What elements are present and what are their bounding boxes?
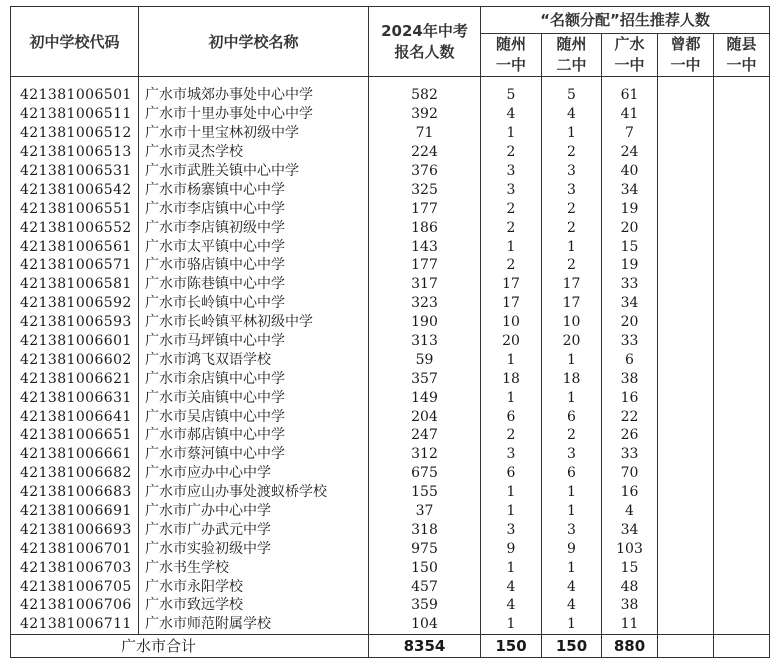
quota-suizhou-no1-cell: 1: [481, 615, 542, 634]
header-quota-zengdu-no1-line1: 曾都: [670, 35, 701, 53]
quota-suizhou-no1-cell: 4: [481, 105, 542, 124]
quota-suizhou-no1-cell: 1: [481, 483, 542, 502]
school-name-cell: 广水市应山办事处渡蚁桥学校: [139, 483, 369, 502]
quota-guangshui-no1-cell: 33: [602, 332, 658, 351]
quota-guangshui-no1-cell: 103: [602, 539, 658, 558]
total-quota-suixian-no1: [714, 634, 770, 657]
table-row: [11, 313, 770, 332]
quota-suixian-no1-cell: [714, 558, 770, 577]
quota-suizhou-no2-cell: 17: [542, 294, 602, 313]
quota-guangshui-no1-cell: 41: [602, 105, 658, 124]
quota-suizhou-no2-cell: 1: [542, 615, 602, 634]
quota-suizhou-no2-cell: 4: [542, 577, 602, 596]
table-row: [11, 77, 770, 105]
quota-zengdu-no1-cell: [658, 332, 714, 351]
quota-suizhou-no2-cell: 3: [542, 445, 602, 464]
quota-guangshui-no1-cell: 22: [602, 407, 658, 426]
quota-suixian-no1-cell: [714, 256, 770, 275]
quota-suizhou-no1-cell: 1: [481, 237, 542, 256]
quota-guangshui-no1-cell: 61: [602, 77, 658, 105]
quota-suixian-no1-cell: [714, 596, 770, 615]
registration-count-cell: 323: [369, 294, 481, 313]
quota-suizhou-no1-cell: 6: [481, 464, 542, 483]
quota-suizhou-no1-cell: 3: [481, 445, 542, 464]
header-quota-suixian-no1: [714, 34, 770, 77]
quota-suixian-no1-cell: [714, 407, 770, 426]
quota-zengdu-no1-cell: [658, 162, 714, 181]
quota-suizhou-no1-cell: 3: [481, 162, 542, 181]
school-code-cell: 421381006592: [11, 294, 139, 313]
school-code-cell: 421381006571: [11, 256, 139, 275]
school-code-cell: 421381006661: [11, 445, 139, 464]
quota-suizhou-no1-cell: 3: [481, 520, 542, 539]
header-registration-count: [369, 7, 481, 77]
school-code-cell: 421381006542: [11, 180, 139, 199]
school-code-cell: 421381006621: [11, 369, 139, 388]
quota-suixian-no1-cell: [714, 162, 770, 181]
quota-suizhou-no1-cell: 1: [481, 388, 542, 407]
school-code-cell: 421381006706: [11, 596, 139, 615]
registration-count-cell: 325: [369, 180, 481, 199]
quota-suizhou-no2-cell: 4: [542, 105, 602, 124]
quota-zengdu-no1-cell: [658, 180, 714, 199]
quota-suixian-no1-cell: [714, 275, 770, 294]
header-quota-suizhou-no1-line1: 随州: [495, 35, 526, 53]
registration-count-cell: 143: [369, 237, 481, 256]
quota-suizhou-no1-cell: 2: [481, 143, 542, 162]
header-quota-group: “名额分配”招生推荐人数: [481, 7, 770, 34]
school-name-cell: 广水市武胜关镇中心中学: [139, 162, 369, 181]
school-name-cell: 广水市广办中心中学: [139, 502, 369, 521]
school-name-cell: 广水市师范附属学校: [139, 615, 369, 634]
school-name-cell: 广水市余店镇中心中学: [139, 369, 369, 388]
quota-suizhou-no2-cell: 6: [542, 407, 602, 426]
quota-zengdu-no1-cell: [658, 143, 714, 162]
quota-zengdu-no1-cell: [658, 558, 714, 577]
registration-count-cell: 392: [369, 105, 481, 124]
quota-zengdu-no1-cell: [658, 539, 714, 558]
school-name-cell: 广水市长岭镇平林初级中学: [139, 313, 369, 332]
registration-count-cell: 186: [369, 218, 481, 237]
quota-suizhou-no2-cell: 10: [542, 313, 602, 332]
table-row: [11, 407, 770, 426]
quota-suixian-no1-cell: [714, 350, 770, 369]
registration-count-cell: 104: [369, 615, 481, 634]
quota-suixian-no1-cell: [714, 124, 770, 143]
quota-suizhou-no2-cell: 1: [542, 483, 602, 502]
quota-suizhou-no2-cell: 1: [542, 558, 602, 577]
school-code-cell: 421381006705: [11, 577, 139, 596]
header-quota-suizhou-no1-line2: 一中: [495, 56, 526, 74]
total-registration-count: 8354: [369, 634, 481, 657]
registration-count-cell: 204: [369, 407, 481, 426]
quota-suizhou-no2-cell: 1: [542, 502, 602, 521]
table-row: [11, 615, 770, 634]
table-row: [11, 256, 770, 275]
header-quota-suizhou-no2: [542, 34, 602, 77]
registration-count-cell: 582: [369, 77, 481, 105]
quota-suizhou-no1-cell: 9: [481, 539, 542, 558]
quota-suizhou-no2-cell: 2: [542, 218, 602, 237]
quota-suizhou-no2-cell: 4: [542, 596, 602, 615]
admission-quota-table: [10, 6, 770, 658]
school-name-cell: 广水市骆店镇中心中学: [139, 256, 369, 275]
quota-suizhou-no1-cell: 4: [481, 596, 542, 615]
table-row: [11, 124, 770, 143]
header-registration-count-line2: 报名人数: [394, 42, 455, 61]
header-quota-zengdu-no1-line2: 一中: [670, 56, 701, 74]
quota-suixian-no1-cell: [714, 199, 770, 218]
school-name-cell: 广水市关庙镇中心中学: [139, 388, 369, 407]
quota-guangshui-no1-cell: 20: [602, 218, 658, 237]
quota-guangshui-no1-cell: 34: [602, 180, 658, 199]
school-name-cell: 广水市李店镇初级中学: [139, 218, 369, 237]
school-name-cell: 广水市吴店镇中心中学: [139, 407, 369, 426]
quota-suixian-no1-cell: [714, 539, 770, 558]
quota-guangshui-no1-cell: 7: [602, 124, 658, 143]
header-quota-zengdu-no1: [658, 34, 714, 77]
school-name-cell: 广水市杨寨镇中心中学: [139, 180, 369, 199]
quota-suixian-no1-cell: [714, 180, 770, 199]
quota-suixian-no1-cell: [714, 237, 770, 256]
quota-zengdu-no1-cell: [658, 237, 714, 256]
registration-count-cell: 59: [369, 350, 481, 369]
school-name-cell: 广水市蔡河镇中心中学: [139, 445, 369, 464]
quota-suizhou-no1-cell: 17: [481, 275, 542, 294]
quota-guangshui-no1-cell: 70: [602, 464, 658, 483]
quota-suizhou-no1-cell: 2: [481, 256, 542, 275]
total-quota-suizhou-no2: 150: [542, 634, 602, 657]
table-row: [11, 237, 770, 256]
quota-suizhou-no1-cell: 5: [481, 77, 542, 105]
quota-suizhou-no1-cell: 2: [481, 199, 542, 218]
school-code-cell: 421381006593: [11, 313, 139, 332]
quota-guangshui-no1-cell: 15: [602, 558, 658, 577]
quota-suizhou-no1-cell: 1: [481, 502, 542, 521]
header-quota-guangshui-no1-line1: 广水: [614, 35, 645, 53]
quota-suizhou-no2-cell: 1: [542, 350, 602, 369]
total-quota-suizhou-no1: 150: [481, 634, 542, 657]
quota-guangshui-no1-cell: 16: [602, 388, 658, 407]
header-quota-suixian-no1-line2: 一中: [726, 56, 757, 74]
quota-zengdu-no1-cell: [658, 407, 714, 426]
school-code-cell: 421381006511: [11, 105, 139, 124]
quota-suixian-no1-cell: [714, 105, 770, 124]
registration-count-cell: 317: [369, 275, 481, 294]
table-row: [11, 218, 770, 237]
table-row: [11, 539, 770, 558]
quota-zengdu-no1-cell: [658, 388, 714, 407]
quota-suizhou-no2-cell: 1: [542, 124, 602, 143]
quota-suizhou-no2-cell: 3: [542, 180, 602, 199]
quota-guangshui-no1-cell: 48: [602, 577, 658, 596]
quota-suizhou-no2-cell: 20: [542, 332, 602, 351]
school-name-cell: 广水市广办武元中学: [139, 520, 369, 539]
total-quota-zengdu-no1: [658, 634, 714, 657]
school-code-cell: 421381006693: [11, 520, 139, 539]
quota-suixian-no1-cell: [714, 143, 770, 162]
quota-suizhou-no1-cell: 1: [481, 350, 542, 369]
school-code-cell: 421381006531: [11, 162, 139, 181]
quota-suixian-no1-cell: [714, 313, 770, 332]
quota-zengdu-no1-cell: [658, 294, 714, 313]
quota-guangshui-no1-cell: 11: [602, 615, 658, 634]
quota-zengdu-no1-cell: [658, 105, 714, 124]
table-row: [11, 577, 770, 596]
school-code-cell: 421381006501: [11, 77, 139, 105]
quota-suizhou-no2-cell: 9: [542, 539, 602, 558]
table-row: [11, 445, 770, 464]
school-name-cell: 广水市郝店镇中心中学: [139, 426, 369, 445]
quota-guangshui-no1-cell: 38: [602, 596, 658, 615]
header-school-name: 初中学校名称: [139, 7, 369, 77]
registration-count-cell: 457: [369, 577, 481, 596]
quota-suizhou-no2-cell: 3: [542, 520, 602, 539]
quota-suixian-no1-cell: [714, 426, 770, 445]
quota-zengdu-no1-cell: [658, 596, 714, 615]
quota-suizhou-no1-cell: 1: [481, 558, 542, 577]
registration-count-cell: 376: [369, 162, 481, 181]
quota-guangshui-no1-cell: 40: [602, 162, 658, 181]
quota-guangshui-no1-cell: 26: [602, 426, 658, 445]
quota-guangshui-no1-cell: 33: [602, 445, 658, 464]
header-school-code: 初中学校代码: [11, 7, 139, 77]
quota-suixian-no1-cell: [714, 388, 770, 407]
school-name-cell: 广水市长岭镇中心中学: [139, 294, 369, 313]
quota-suizhou-no2-cell: 2: [542, 143, 602, 162]
quota-suizhou-no1-cell: 6: [481, 407, 542, 426]
header-registration-count-line1: 2024年中考: [381, 21, 468, 40]
registration-count-cell: 224: [369, 143, 481, 162]
table-row: [11, 426, 770, 445]
quota-guangshui-no1-cell: 15: [602, 237, 658, 256]
quota-suizhou-no2-cell: 17: [542, 275, 602, 294]
registration-count-cell: 359: [369, 596, 481, 615]
quota-zengdu-no1-cell: [658, 124, 714, 143]
quota-zengdu-no1-cell: [658, 464, 714, 483]
registration-count-cell: 975: [369, 539, 481, 558]
quota-zengdu-no1-cell: [658, 615, 714, 634]
table-row: [11, 294, 770, 313]
school-name-cell: 广水市陈巷镇中心中学: [139, 275, 369, 294]
quota-guangshui-no1-cell: 24: [602, 143, 658, 162]
quota-suizhou-no1-cell: 10: [481, 313, 542, 332]
school-name-cell: 广水书生学校: [139, 558, 369, 577]
quota-suizhou-no2-cell: 2: [542, 426, 602, 445]
quota-guangshui-no1-cell: 33: [602, 275, 658, 294]
school-code-cell: 421381006513: [11, 143, 139, 162]
quota-suixian-no1-cell: [714, 502, 770, 521]
school-name-cell: 广水市应办中心中学: [139, 464, 369, 483]
table-row: [11, 369, 770, 388]
quota-suizhou-no2-cell: 18: [542, 369, 602, 388]
quota-suizhou-no1-cell: 4: [481, 577, 542, 596]
school-code-cell: 421381006703: [11, 558, 139, 577]
quota-guangshui-no1-cell: 19: [602, 199, 658, 218]
table-row: [11, 350, 770, 369]
table-row: [11, 596, 770, 615]
table-row: [11, 464, 770, 483]
registration-count-cell: 155: [369, 483, 481, 502]
quota-suixian-no1-cell: [714, 577, 770, 596]
registration-count-cell: 675: [369, 464, 481, 483]
school-name-cell: 广水市实验初级中学: [139, 539, 369, 558]
school-name-cell: 广水市太平镇中心中学: [139, 237, 369, 256]
school-name-cell: 广水市李店镇中心中学: [139, 199, 369, 218]
registration-count-cell: 312: [369, 445, 481, 464]
quota-suizhou-no2-cell: 1: [542, 388, 602, 407]
quota-zengdu-no1-cell: [658, 350, 714, 369]
quota-guangshui-no1-cell: 38: [602, 369, 658, 388]
quota-zengdu-no1-cell: [658, 275, 714, 294]
school-code-cell: 421381006691: [11, 502, 139, 521]
table-row: [11, 388, 770, 407]
school-name-cell: 广水市十里宝林初级中学: [139, 124, 369, 143]
quota-zengdu-no1-cell: [658, 520, 714, 539]
quota-suizhou-no1-cell: 2: [481, 218, 542, 237]
registration-count-cell: 177: [369, 199, 481, 218]
quota-suixian-no1-cell: [714, 332, 770, 351]
quota-suixian-no1-cell: [714, 218, 770, 237]
school-code-cell: 421381006651: [11, 426, 139, 445]
total-quota-guangshui-no1: 880: [602, 634, 658, 657]
registration-count-cell: 149: [369, 388, 481, 407]
quota-zengdu-no1-cell: [658, 218, 714, 237]
school-code-cell: 421381006581: [11, 275, 139, 294]
quota-zengdu-no1-cell: [658, 313, 714, 332]
table-row: [11, 558, 770, 577]
quota-suizhou-no2-cell: 6: [542, 464, 602, 483]
school-code-cell: 421381006701: [11, 539, 139, 558]
header-quota-guangshui-no1-line2: 一中: [614, 56, 645, 74]
quota-guangshui-no1-cell: 34: [602, 520, 658, 539]
quota-suixian-no1-cell: [714, 464, 770, 483]
school-code-cell: 421381006602: [11, 350, 139, 369]
registration-count-cell: 37: [369, 502, 481, 521]
quota-zengdu-no1-cell: [658, 256, 714, 275]
school-code-cell: 421381006561: [11, 237, 139, 256]
quota-suizhou-no1-cell: 17: [481, 294, 542, 313]
quota-zengdu-no1-cell: [658, 426, 714, 445]
school-code-cell: 421381006552: [11, 218, 139, 237]
quota-suixian-no1-cell: [714, 77, 770, 105]
school-name-cell: 广水市灵杰学校: [139, 143, 369, 162]
school-code-cell: 421381006711: [11, 615, 139, 634]
quota-zengdu-no1-cell: [658, 577, 714, 596]
registration-count-cell: 318: [369, 520, 481, 539]
registration-count-cell: 71: [369, 124, 481, 143]
table-row: [11, 502, 770, 521]
school-code-cell: 421381006682: [11, 464, 139, 483]
school-name-cell: 广水市鸿飞双语学校: [139, 350, 369, 369]
table-row: [11, 332, 770, 351]
quota-suixian-no1-cell: [714, 520, 770, 539]
quota-suizhou-no2-cell: 5: [542, 77, 602, 105]
quota-suizhou-no2-cell: 2: [542, 256, 602, 275]
quota-zengdu-no1-cell: [658, 445, 714, 464]
table-row: [11, 180, 770, 199]
quota-guangshui-no1-cell: 20: [602, 313, 658, 332]
registration-count-cell: 313: [369, 332, 481, 351]
quota-suizhou-no2-cell: 3: [542, 162, 602, 181]
total-label: 广水市合计: [11, 634, 369, 657]
registration-count-cell: 357: [369, 369, 481, 388]
quota-suizhou-no2-cell: 2: [542, 199, 602, 218]
quota-zengdu-no1-cell: [658, 483, 714, 502]
table-row: [11, 275, 770, 294]
quota-suizhou-no1-cell: 3: [481, 180, 542, 199]
table-row: [11, 162, 770, 181]
quota-suixian-no1-cell: [714, 369, 770, 388]
school-code-cell: 421381006601: [11, 332, 139, 351]
school-name-cell: 广水市马坪镇中心中学: [139, 332, 369, 351]
school-code-cell: 421381006683: [11, 483, 139, 502]
registration-count-cell: 247: [369, 426, 481, 445]
quota-zengdu-no1-cell: [658, 369, 714, 388]
admission-quota-table-container: [10, 6, 769, 658]
school-code-cell: 421381006512: [11, 124, 139, 143]
quota-suizhou-no1-cell: 20: [481, 332, 542, 351]
table-row: [11, 143, 770, 162]
school-name-cell: 广水市十里办事处中心中学: [139, 105, 369, 124]
header-quota-suixian-no1-line1: 随县: [726, 35, 757, 53]
quota-guangshui-no1-cell: 19: [602, 256, 658, 275]
school-code-cell: 421381006641: [11, 407, 139, 426]
quota-guangshui-no1-cell: 6: [602, 350, 658, 369]
school-code-cell: 421381006631: [11, 388, 139, 407]
quota-suixian-no1-cell: [714, 294, 770, 313]
registration-count-cell: 177: [369, 256, 481, 275]
quota-guangshui-no1-cell: 4: [602, 502, 658, 521]
school-name-cell: 广水市城郊办事处中心中学: [139, 77, 369, 105]
header-quota-suizhou-no2-line2: 二中: [556, 56, 587, 74]
quota-zengdu-no1-cell: [658, 199, 714, 218]
total-row: [11, 634, 770, 657]
quota-zengdu-no1-cell: [658, 77, 714, 105]
table-row: [11, 199, 770, 218]
quota-suixian-no1-cell: [714, 483, 770, 502]
quota-suizhou-no2-cell: 1: [542, 237, 602, 256]
school-code-cell: 421381006551: [11, 199, 139, 218]
registration-count-cell: 190: [369, 313, 481, 332]
quota-suixian-no1-cell: [714, 615, 770, 634]
table-row: [11, 520, 770, 539]
registration-count-cell: 150: [369, 558, 481, 577]
quota-guangshui-no1-cell: 16: [602, 483, 658, 502]
quota-suixian-no1-cell: [714, 445, 770, 464]
quota-zengdu-no1-cell: [658, 502, 714, 521]
school-name-cell: 广水市永阳学校: [139, 577, 369, 596]
table-row: [11, 483, 770, 502]
table-row: [11, 105, 770, 124]
header-quota-suizhou-no1: [481, 34, 542, 77]
quota-guangshui-no1-cell: 34: [602, 294, 658, 313]
school-name-cell: 广水市致远学校: [139, 596, 369, 615]
header-quota-suizhou-no2-line1: 随州: [556, 35, 587, 53]
header-quota-guangshui-no1: [602, 34, 658, 77]
quota-suizhou-no1-cell: 2: [481, 426, 542, 445]
quota-suizhou-no1-cell: 1: [481, 124, 542, 143]
quota-suizhou-no1-cell: 18: [481, 369, 542, 388]
